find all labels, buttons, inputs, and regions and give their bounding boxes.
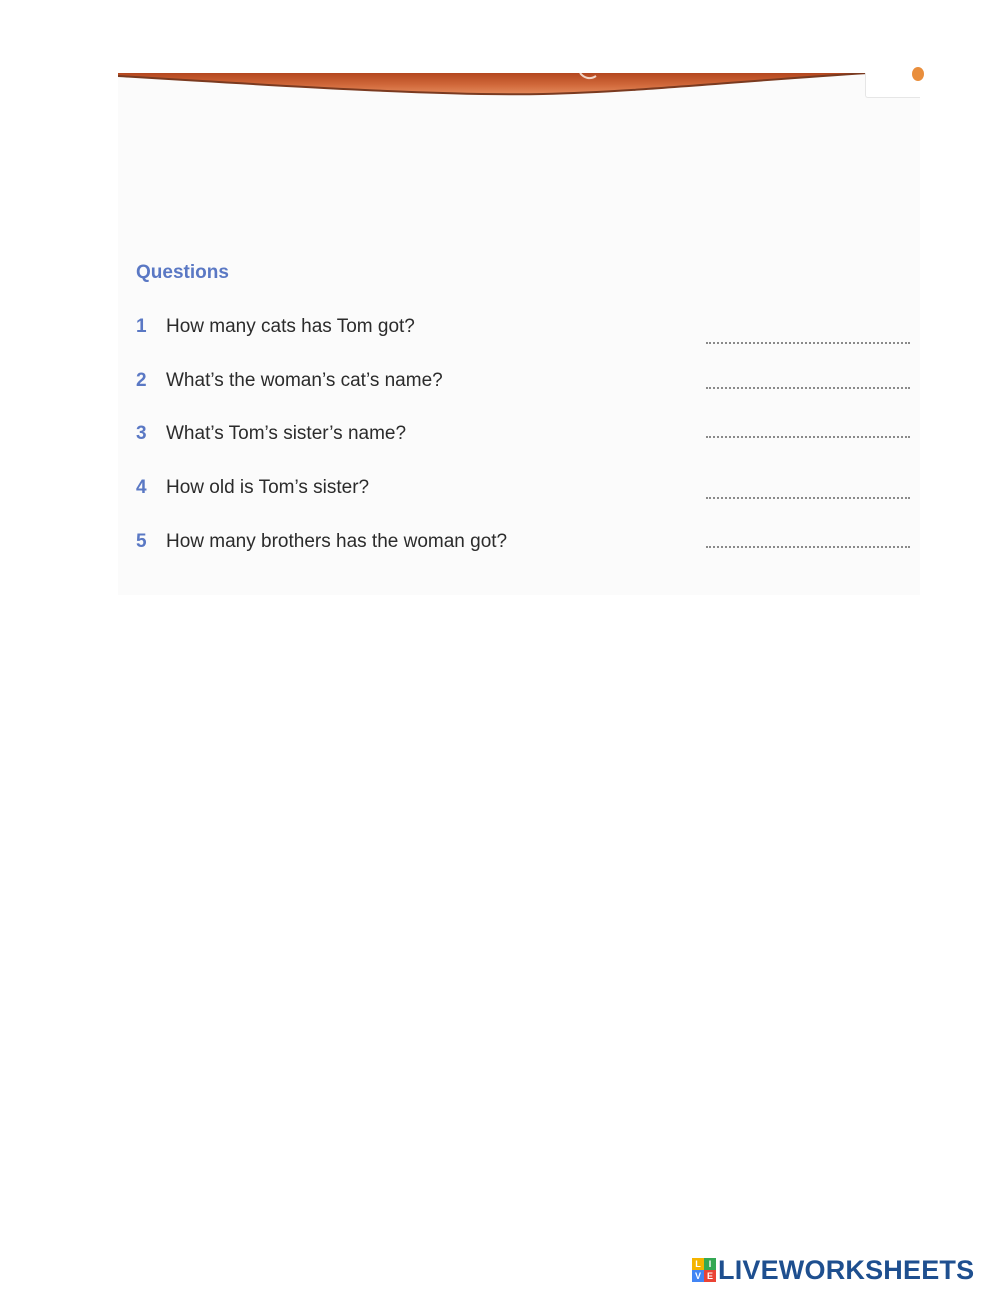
section-title: Questions <box>136 262 229 283</box>
question-text: How many cats has Tom got? <box>166 316 415 337</box>
question-row <box>118 316 920 346</box>
question-row <box>118 477 920 507</box>
question-text: What’s the woman’s cat’s name? <box>166 370 443 391</box>
question-number: 5 <box>136 531 147 552</box>
answer-line[interactable] <box>706 342 910 344</box>
question-row <box>118 423 920 453</box>
answer-line[interactable] <box>706 436 910 438</box>
logo-tile: I <box>704 1258 716 1270</box>
liveworksheets-logo-icon <box>692 1258 716 1282</box>
question-row <box>118 531 920 561</box>
logo-tile: L <box>692 1258 704 1270</box>
answer-line[interactable] <box>706 497 910 499</box>
question-text: How old is Tom’s sister? <box>166 477 370 498</box>
worksheet-scan <box>118 73 920 595</box>
question-text: How many brothers has the woman got? <box>166 531 508 552</box>
answer-line[interactable] <box>706 546 910 548</box>
question-number: 3 <box>136 423 147 444</box>
question-list <box>118 73 920 595</box>
question-text: What’s Tom’s sister’s name? <box>166 423 407 444</box>
logo-tile: E <box>704 1270 716 1282</box>
liveworksheets-brand <box>692 1255 974 1285</box>
question-number: 4 <box>136 477 147 498</box>
question-number: 1 <box>136 316 147 337</box>
logo-tile: V <box>692 1270 704 1282</box>
brand-name: LIVEWORKSHEETS <box>718 1254 975 1285</box>
question-row <box>118 370 920 400</box>
answer-line[interactable] <box>706 387 910 389</box>
question-number: 2 <box>136 370 147 391</box>
